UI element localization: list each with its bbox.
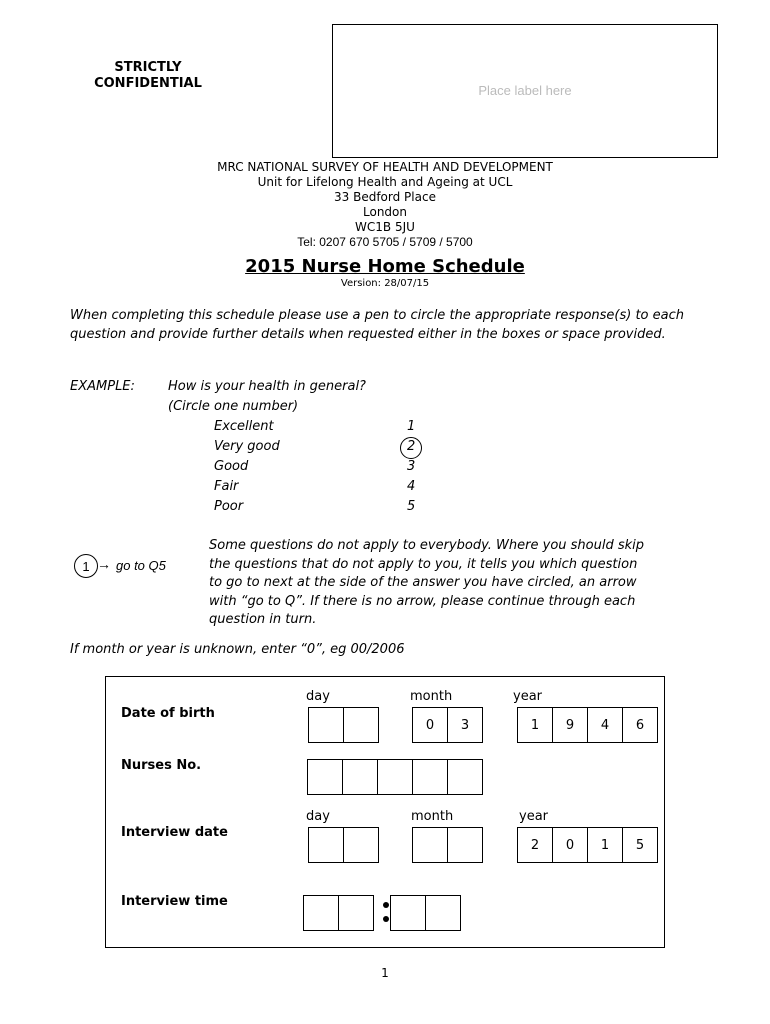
interview-month-label: month xyxy=(411,809,454,824)
option-code: 3 xyxy=(407,459,416,474)
option-label: Good xyxy=(214,459,249,474)
digit-box[interactable] xyxy=(308,827,344,863)
interview-day-label: day xyxy=(306,809,330,824)
option-code: 2 xyxy=(407,439,416,454)
digit-box[interactable]: 9 xyxy=(552,707,588,743)
address-line-4: London xyxy=(363,205,407,219)
digit-box[interactable]: 3 xyxy=(447,707,483,743)
skip-line: to go to next at the side of the answer you have circled, an arrow xyxy=(209,575,637,590)
digit-box[interactable] xyxy=(303,895,339,931)
interview-minute-boxes[interactable] xyxy=(390,895,461,931)
address-phone: Tel: 0207 670 5705 / 5709 / 5700 xyxy=(297,235,473,249)
interview-hour-boxes[interactable] xyxy=(303,895,374,931)
dob-year-boxes[interactable] xyxy=(517,707,658,743)
digit-box[interactable]: 5 xyxy=(622,827,658,863)
skip-line: the questions that do not apply to you, it tells you which question xyxy=(209,556,638,572)
address-line-3: 33 Bedford Place xyxy=(334,190,436,204)
digit-box[interactable] xyxy=(342,759,378,795)
version-label: Version: 28/07/15 xyxy=(340,278,430,289)
skip-explanation xyxy=(209,537,709,630)
digit-box[interactable] xyxy=(377,759,413,795)
interview-day-boxes[interactable] xyxy=(308,827,379,863)
intro-text: When completing this schedule please use a pen to circle the appropriate response(s) to each question and provide further details when requested either in the boxes or space provided. xyxy=(70,308,684,342)
option-code: 5 xyxy=(407,499,416,514)
option-label: Excellent xyxy=(214,419,274,434)
skip-goto: go to Q5 xyxy=(116,558,166,573)
option-label: Fair xyxy=(214,479,239,494)
digit-box[interactable] xyxy=(447,827,483,863)
dob-month-boxes[interactable] xyxy=(412,707,483,743)
confidential-line-2: CONFIDENTIAL xyxy=(94,76,202,91)
digit-box[interactable]: 1 xyxy=(517,707,553,743)
dob-month-label: month xyxy=(410,689,453,704)
interview-time-label: Interview time xyxy=(121,894,228,909)
digit-box[interactable]: 0 xyxy=(412,707,448,743)
example-question: How is your health in general? xyxy=(168,379,366,394)
dob-year-label: year xyxy=(513,689,543,704)
address-line-5: WC1B 5JU xyxy=(355,220,415,234)
example-label: EXAMPLE: xyxy=(70,379,135,394)
confidential-notice xyxy=(72,60,224,92)
interview-date-label: Interview date xyxy=(121,825,228,840)
nurses-no-boxes[interactable] xyxy=(307,759,483,795)
arrow-icon: → xyxy=(97,556,111,572)
time-separator-dot xyxy=(383,916,389,922)
digit-box[interactable] xyxy=(390,895,426,931)
page-title: 2015 Nurse Home Schedule xyxy=(245,256,525,277)
digit-box[interactable] xyxy=(447,759,483,795)
dob-day-boxes[interactable] xyxy=(308,707,379,743)
digit-box[interactable]: 4 xyxy=(587,707,623,743)
unknown-date-note: If month or year is unknown, enter “0”, eg 00/2006 xyxy=(70,642,405,657)
digit-box[interactable] xyxy=(338,895,374,931)
skip-line: with “go to Q”. If there is no arrow, please continue through each xyxy=(209,593,636,609)
dob-label: Date of birth xyxy=(121,706,215,721)
page-number: 1 xyxy=(381,966,389,980)
digit-box[interactable] xyxy=(425,895,461,931)
skip-circle-code: 1 xyxy=(82,558,90,574)
time-separator-dot xyxy=(383,902,389,908)
digit-box[interactable] xyxy=(412,827,448,863)
skip-line: question in turn. xyxy=(209,612,317,627)
interview-year-label: year xyxy=(519,809,549,824)
nurses-no-label: Nurses No. xyxy=(121,758,202,773)
dob-day-label: day xyxy=(306,689,330,704)
skip-circle xyxy=(74,554,98,578)
example-instruction: (Circle one number) xyxy=(168,399,299,414)
digit-box[interactable]: 2 xyxy=(517,827,553,863)
digit-box[interactable] xyxy=(343,827,379,863)
address-line-2: Unit for Lifelong Health and Ageing at UCL xyxy=(257,175,513,189)
interview-month-boxes[interactable] xyxy=(412,827,483,863)
label-placeholder-box xyxy=(332,24,718,158)
option-label: Very good xyxy=(214,439,280,454)
option-label: Poor xyxy=(214,499,244,514)
digit-box[interactable]: 6 xyxy=(622,707,658,743)
digit-box[interactable] xyxy=(343,707,379,743)
digit-box[interactable] xyxy=(307,759,343,795)
skip-line: Some questions do not apply to everybody. Where you should skip xyxy=(209,538,645,553)
option-code: 4 xyxy=(407,479,416,494)
option-code: 1 xyxy=(407,419,416,434)
label-placeholder-text: Place label here xyxy=(478,83,572,98)
digit-box[interactable] xyxy=(412,759,448,795)
interview-year-boxes[interactable] xyxy=(517,827,658,863)
address-line-1: MRC NATIONAL SURVEY OF HEALTH AND DEVELOPMENT xyxy=(217,160,553,174)
confidential-line-1: STRICTLY xyxy=(114,60,182,75)
digit-box[interactable] xyxy=(308,707,344,743)
digit-box[interactable]: 0 xyxy=(552,827,588,863)
digit-box[interactable]: 1 xyxy=(587,827,623,863)
